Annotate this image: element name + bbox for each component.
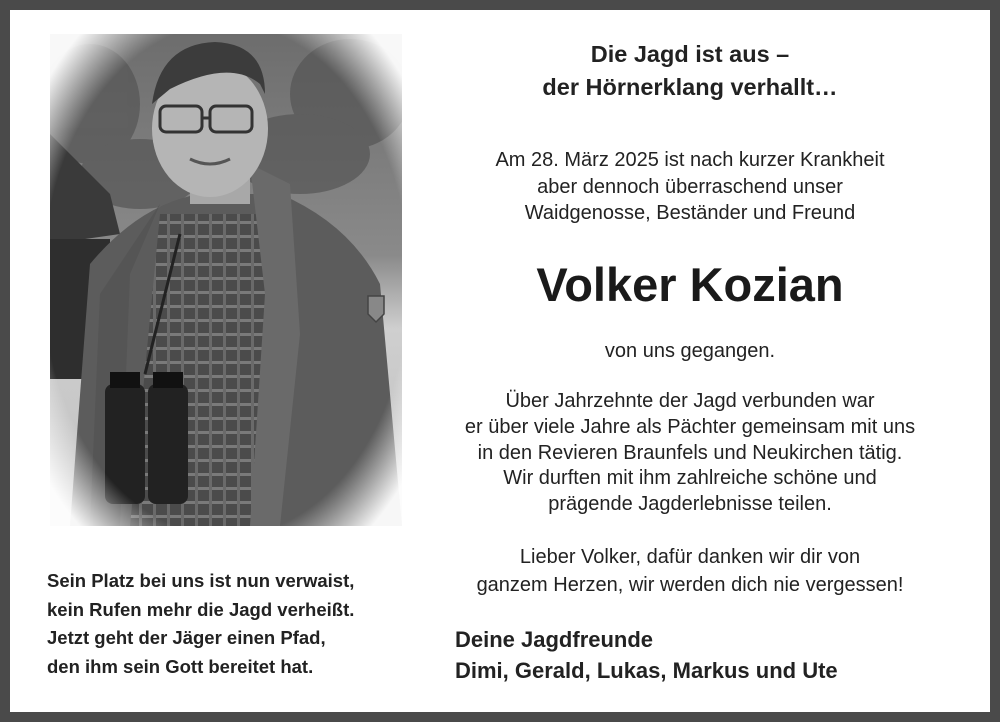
poem-line: Jetzt geht der Jäger einen Pfad, [47,627,326,648]
tribute-line: in den Revieren Braunfels und Neukirchen tätig. [477,441,903,464]
tribute-line: prägende Jagderlebnisse teilen. [548,493,832,516]
signature-line: Dimi, Gerald, Lukas, Markus und Ute [455,658,838,683]
poem [47,567,427,681]
thanks [420,543,960,599]
thanks-line: ganzem Herzen, wir werden dich nie vergessen! [476,574,904,596]
deceased-name: Volker Kozian [536,258,844,311]
gone-text: von uns gegangen. [604,340,776,362]
poem-line: kein Rufen mehr die Jagd verheißt. [47,598,355,620]
tribute-line: er über viele Jahre als Pächter gemeinsam mit uns [464,415,916,438]
heading-line: Die Jagd ist aus – [590,41,790,67]
thanks-line: Lieber Volker, dafür danken wir dir von [519,546,861,568]
signature-line: Deine Jagdfreunde [455,627,654,652]
heading [420,38,960,104]
portrait-photo [50,34,402,526]
heading-line: der Hörnerklang verhallt… [542,74,838,100]
announcement-line: aber dennoch überraschend unser [537,175,843,198]
poem-line: Sein Platz bei uns ist nun verwaist, [47,570,355,591]
signature [455,624,838,686]
poem-line: den ihm sein Gott bereitet hat. [47,655,314,677]
tribute [420,389,960,518]
announcement-line: Am 28. März 2025 ist nach kurzer Krankheit [495,149,885,171]
announcement [420,147,960,227]
tribute-line: Wir durften mit ihm zahlreiche schöne und [503,467,877,490]
announcement-line: Waidgenosse, Beständer und Freund [524,202,856,224]
tribute-line: Über Jahrzehnte der Jagd verbunden war [505,390,875,412]
